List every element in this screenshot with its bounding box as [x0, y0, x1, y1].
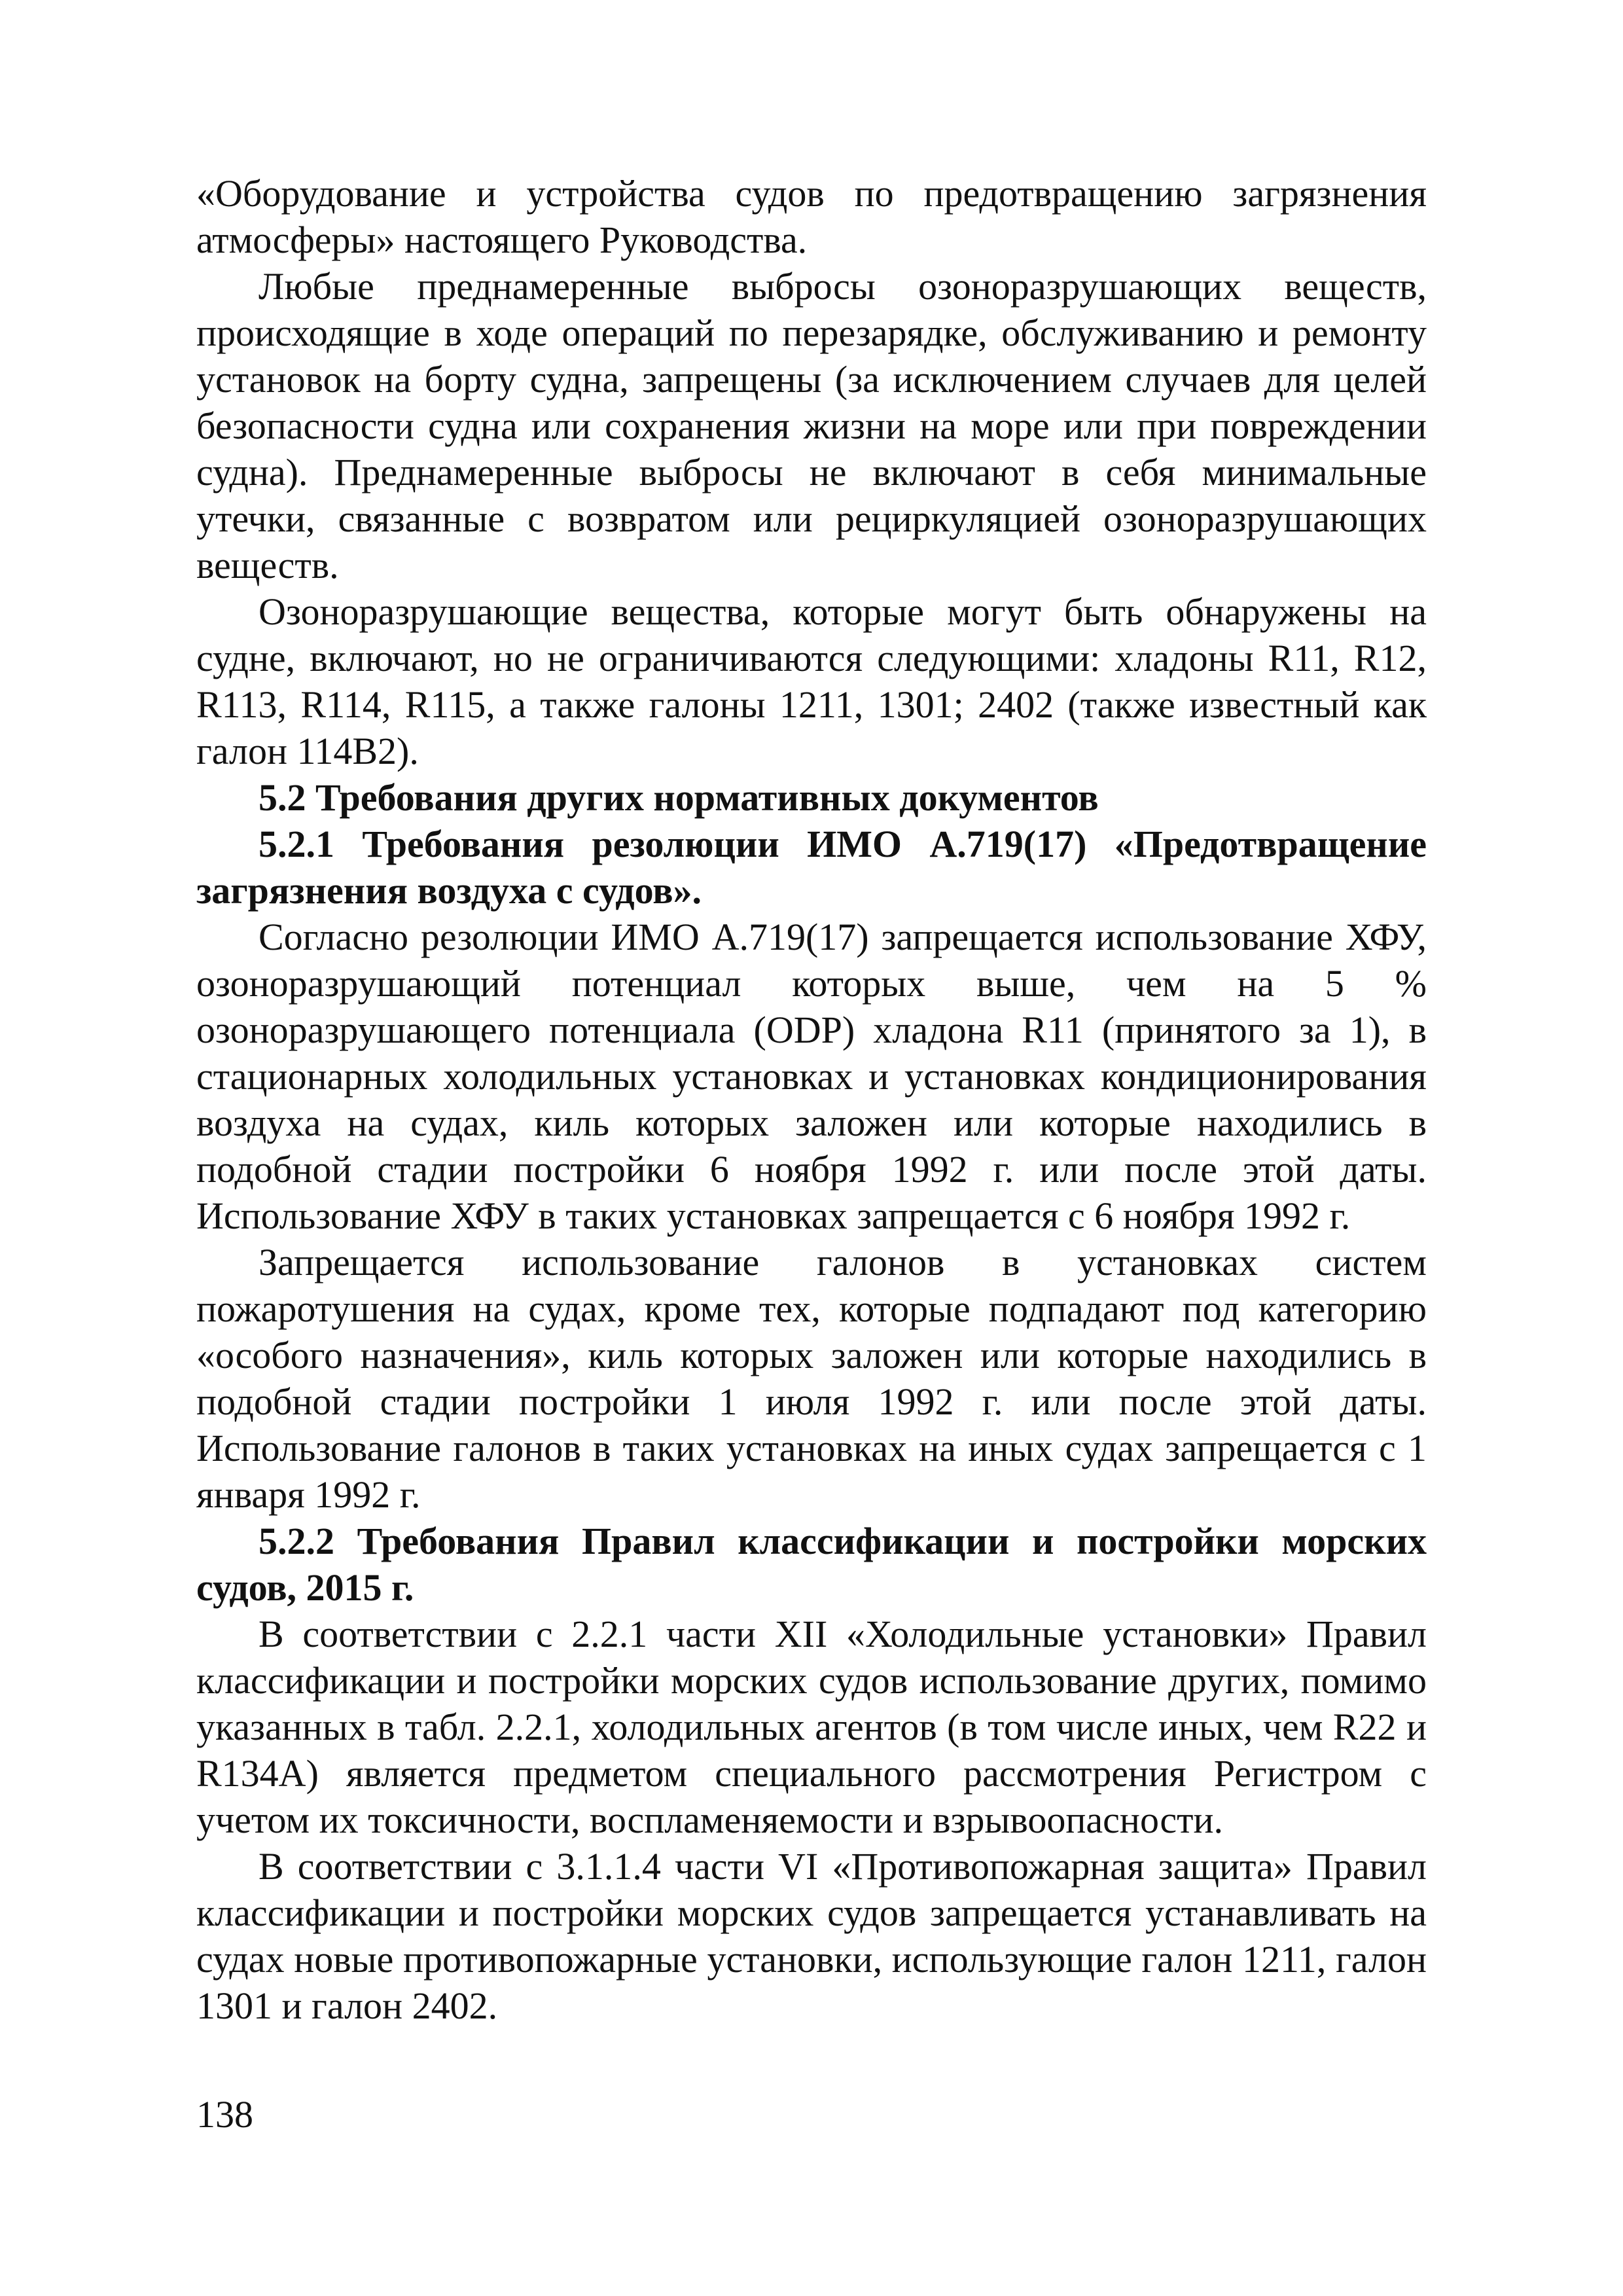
document-page [196, 170, 1427, 2029]
paragraph-refrigerants: В соответствии с 2.2.1 части XII «Холодильные установки» Правил классификации и постройки морских судов использование других, помимо указанных в табл. 2.2.1, холодильных агентов (в том числе иных, чем R22 и R134A) является предметом специального рассмотрения Регистром с учетом их токсичности, воспламеняемости и взрывоопасности. [196, 1613, 1427, 1841]
subsection-heading-5-2-1: 5.2.1 Требования резолюции ИМО А.719(17) «Предотвращение загрязнения воздуха с судов». [196, 823, 1427, 912]
paragraph-halon-prohibition: Запрещается использование галонов в установках систем пожаротушения на судах, кроме тех, которые подпадают под категорию «особого назначения», киль которых заложен или которые находились в подобной стадии постройки 1 июля 1992 г. или после этой даты. Использование галонов в таких установках на иных судах запрещается с 1 января 1992 г. [196, 1241, 1427, 1516]
page-number: 138 [196, 2093, 253, 2136]
paragraph-ozone-substances: Озоноразрушающие вещества, которые могут быть обнаружены на судне, включают, но не ограничиваются следующими: хладоны R11, R12, R113, R114, R115, а также галоны 1211, 1301; 2402 (также известный как галон 114В2). [196, 590, 1427, 772]
paragraph-continuation: «Оборудование и устройства судов по предотвращению загрязнения атмосферы» настоящего Руководства. [196, 172, 1427, 261]
paragraph-intentional-emissions: Любые преднамеренные выбросы озоноразрушающих веществ, происходящие в ходе операций по перезарядке, обслуживанию и ремонту установок на борту судна, запрещены (за исключением случаев для целей безопасности судна или сохранения жизни на море или при повреждении судна). Преднамеренные выбросы не включают в себя минимальные утечки, связанные с возвратом или рециркуляцией озоноразрушающих веществ. [196, 265, 1427, 586]
subsection-heading-5-2-2: 5.2.2 Требования Правил классификации и постройки морских судов, 2015 г. [196, 1520, 1427, 1609]
section-heading-5-2: 5.2 Требования других нормативных документов [259, 776, 1099, 819]
paragraph-fire-protection: В соответствии с 3.1.1.4 части VI «Противопожарная защита» Правил классификации и постройки морских судов запрещается устанавливать на судах новые противопожарные установки, использующие галон 1211, галон 1301 и галон 2402. [196, 1845, 1427, 2027]
paragraph-imo-resolution: Согласно резолюции ИМО А.719(17) запрещается использование ХФУ, озоноразрушающий потенциал которых выше, чем на 5 % озоноразрушающего потенциала (ODP) хладона R11 (принятого за 1), в стационарных холодильных установках и установках кондиционирования воздуха на судах, киль которых заложен или которые находились в подобной стадии постройки 6 ноября 1992 г. или после этой даты. Использование ХФУ в таких установках запрещается с 6 ноября 1992 г. [196, 916, 1427, 1237]
